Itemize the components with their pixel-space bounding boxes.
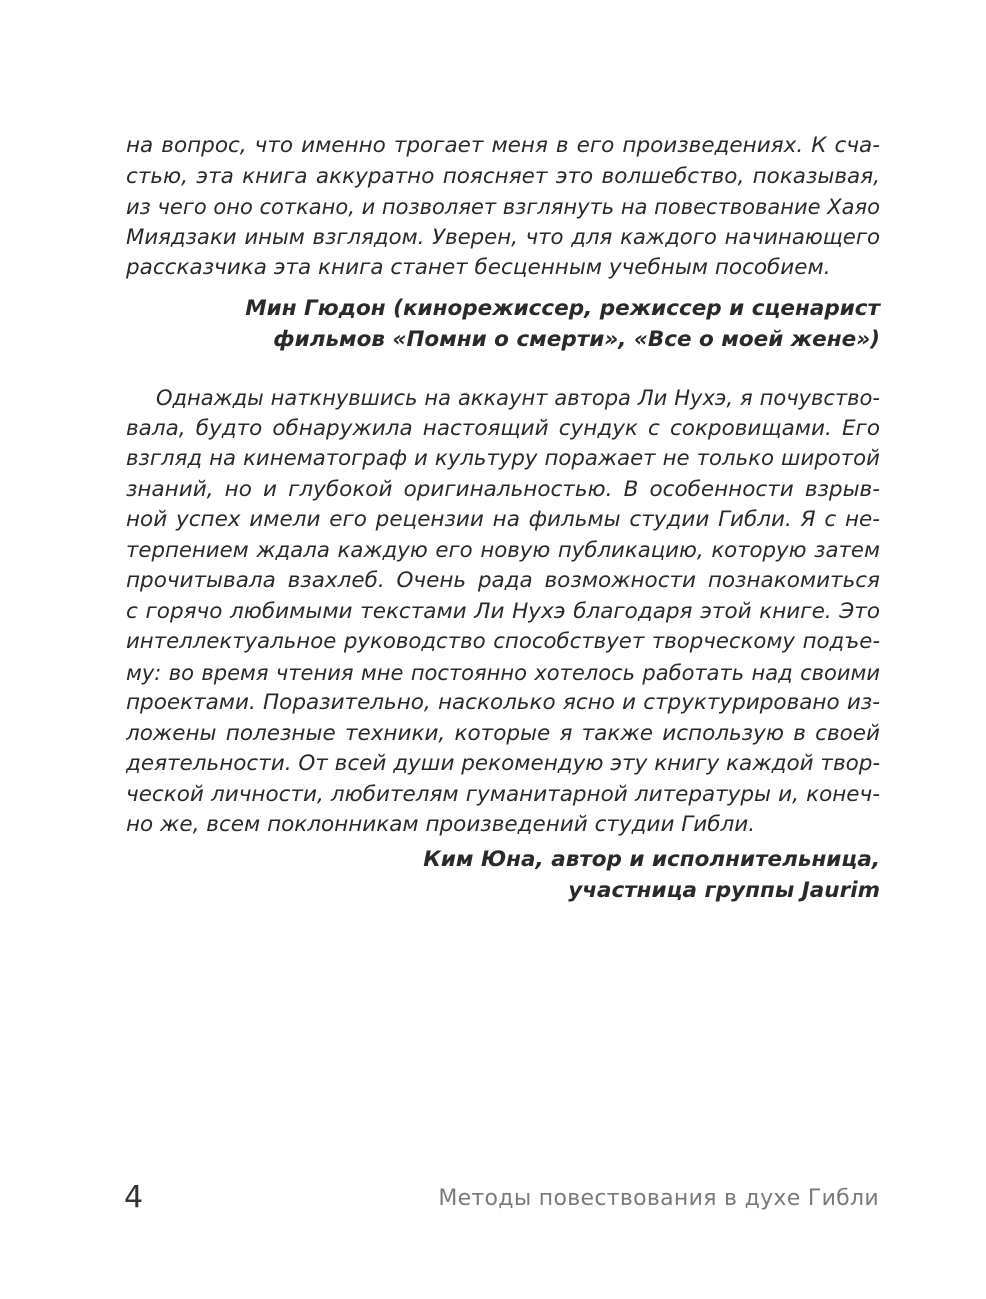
review-1-signature xyxy=(245,294,880,355)
review-2-line: деятельности. От всей души рекомендую эту книгу каждой твор- xyxy=(126,751,880,776)
review-2-line: вала, будто обнаружила настоящий сундук с сокровищами. Его xyxy=(126,415,880,441)
review-2-line: му: во время чтения мне постоянно хотелось работать над своими xyxy=(126,660,880,685)
review-1-line: на вопрос, что именно трогает меня в его произведениях. К сча- xyxy=(126,133,880,158)
review-2-line: но же, всем поклонникам произведений студии Гибли. xyxy=(126,812,756,837)
review-1-line: Миядзаки иным взглядом. Уверен, что для каждого начинающего xyxy=(126,224,880,250)
review-1-text xyxy=(126,131,880,284)
page-number: 4 xyxy=(124,1180,144,1215)
review-2-line: интеллектуальное руководство способствует творческому подъе- xyxy=(126,629,880,654)
signature-line: фильмов «Помни о смерти», «Все о моей жене») xyxy=(273,326,880,352)
review-2-line: ческой личности, любителям гуманитарной литературы и, конеч- xyxy=(126,781,880,807)
review-2-signature xyxy=(423,845,880,906)
review-2-line: терпением ждала каждую его новую публикацию, которую затем xyxy=(126,537,880,563)
review-1-line: из чего оно соткано, и позволяет взглянуть на повествование Хаяо xyxy=(126,195,880,219)
review-1-line: стью, эта книга аккуратно поясняет это волшебство, показывая, xyxy=(126,163,880,189)
review-2-line: взгляд на кинематограф и культуру поражает не только широтой xyxy=(126,446,880,471)
review-2-line: Однажды наткнувшись на аккаунт автора Ли Нухэ, я почувство- xyxy=(156,386,880,410)
review-2-line: прочитывала взахлеб. Очень рада возможности познакомиться xyxy=(126,568,880,593)
running-title: Методы повествования в духе Гибли xyxy=(438,1186,879,1211)
signature-line: участница группы Jaurim xyxy=(568,877,880,903)
review-2-line: ной успех имели его рецензии на фильмы студии Гибли. Я с не- xyxy=(126,507,880,532)
signature-line: Мин Гюдон (кинорежиссер, режиссер и сценарист xyxy=(245,296,880,321)
signature-line: Ким Юна, автор и исполнительница, xyxy=(423,847,880,872)
review-2-line: проектами. Поразительно, насколько ясно и структурировано из- xyxy=(126,690,880,715)
review-2-line: знаний, но и глубокой оригинальностью. В особенности взрыв- xyxy=(126,476,880,502)
review-2-line: с горячо любимыми текстами Ли Нухэ благодаря этой книге. Это xyxy=(126,598,880,624)
review-2-line: ложены полезные техники, которые я также использую в своей xyxy=(126,720,880,746)
review-2-text xyxy=(126,383,880,841)
review-1-line: рассказчика эта книга станет бесценным учебным пособием. xyxy=(126,255,831,280)
